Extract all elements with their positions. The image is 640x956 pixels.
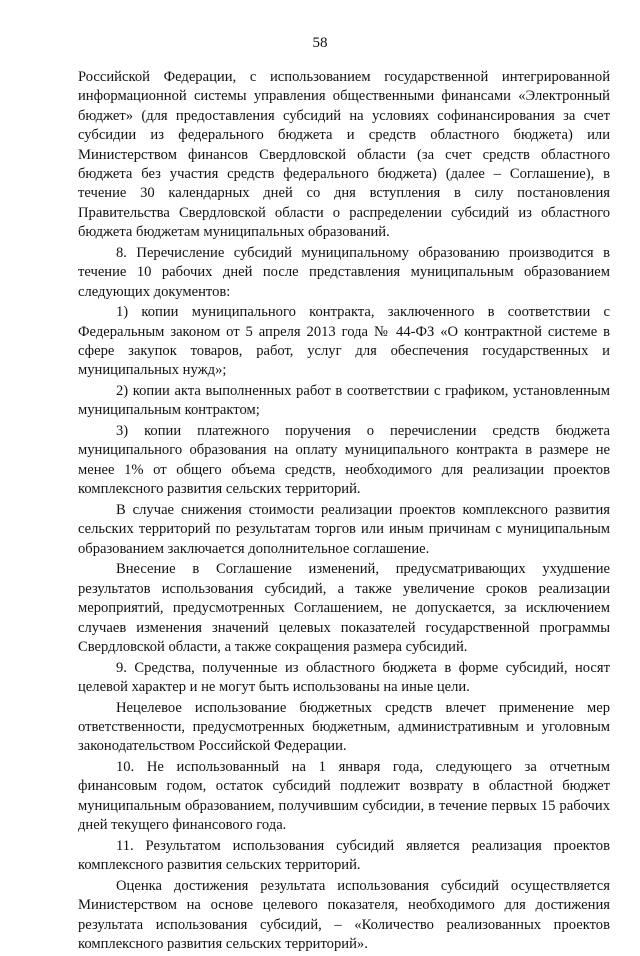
document-body (78, 68, 610, 956)
paragraph-misuse-liability: Нецелевое использование бюджетных средств влечет применение мер ответственности, предусмотренных бюджетным, административным и уголовным законодательством Российской Федерации. (78, 699, 610, 755)
paragraph-subitem-2: 2) копии акта выполненных работ в соответствии с графиком, установленным муниципальным контрактом; (78, 383, 610, 419)
paragraph-item-10: 10. Не использованный на 1 января года, следующего за отчетным финансовым годом, остаток субсидий подлежит возврату в областной бюджет муниципальным образованием, получившим субсидии, в течение первых 15 рабочих дней текущего финансового года. (78, 758, 610, 834)
paragraph-continuation: Российской Федерации, с использованием государственной интегрированной информационной системы управления общественными финансами «Электронный бюджет» (для предоставления субсидий на условиях софинансирования за счет субсидии из федерального бюджета и средств областного бюджета) или Министерством финансов Свердловской области (за счет средств областного бюджета без участия средств федерального бюджета) (далее – Соглашение), в течение 30 календарных дней со дня вступления в силу постановления Правительства Свердловской области о распределении субсидий из областного бюджета бюджетам муниципальных образований. (78, 69, 610, 241)
paragraph-cost-reduction: В случае снижения стоимости реализации проектов комплексного развития сельских территорий по результатам торгов или иным причинам с муниципальным образованием заключается дополнительное соглашение. (78, 501, 610, 557)
paragraph-subitem-3: 3) копии платежного поручения о перечислении средств бюджета муниципального образования на оплату муниципального контракта в размере не менее 1% от общего объема средств, необходимого для реализации проектов комплексного развития сельских территорий. (78, 423, 610, 498)
paragraph-evaluation: Оценка достижения результата использования субсидий осуществляется Министерством на основе целевого показателя, необходимого для достижения результата использования субсидий, – «Количество реализованных проектов комплексного развития сельских территорий». (78, 877, 610, 952)
page-number: 58 (312, 35, 328, 51)
paragraph-item-8: 8. Перечисление субсидий муниципальному образованию производится в течение 10 рабочих дней после представления муниципальным образованием следующих документов: (78, 244, 610, 300)
paragraph-agreement-changes: Внесение в Соглашение изменений, предусматривающих ухудшение результатов использования субсидий, а также увеличение сроков реализации мероприятий, предусмотренных Соглашением, не допускается, за исключением случаев изменения значений целевых показателей государственной программы Свердловской области, а также сокращения размера субсидий. (78, 561, 610, 655)
paragraph-item-11: 11. Результатом использования субсидий является реализация проектов комплексного развития сельских территорий. (78, 837, 610, 874)
paragraph-subitem-1: 1) копии муниципального контракта, заключенного в соответствии с Федеральным законом от 5 апреля 2013 года № 44-ФЗ «О контрактной системе в сфере закупок товаров, работ, услуг для обеспечения государственных и муниципальных нужд»; (78, 304, 610, 379)
paragraph-item-9: 9. Средства, полученные из областного бюджета в форме субсидий, носят целевой характер и не могут быть использованы на иные цели. (78, 659, 610, 695)
